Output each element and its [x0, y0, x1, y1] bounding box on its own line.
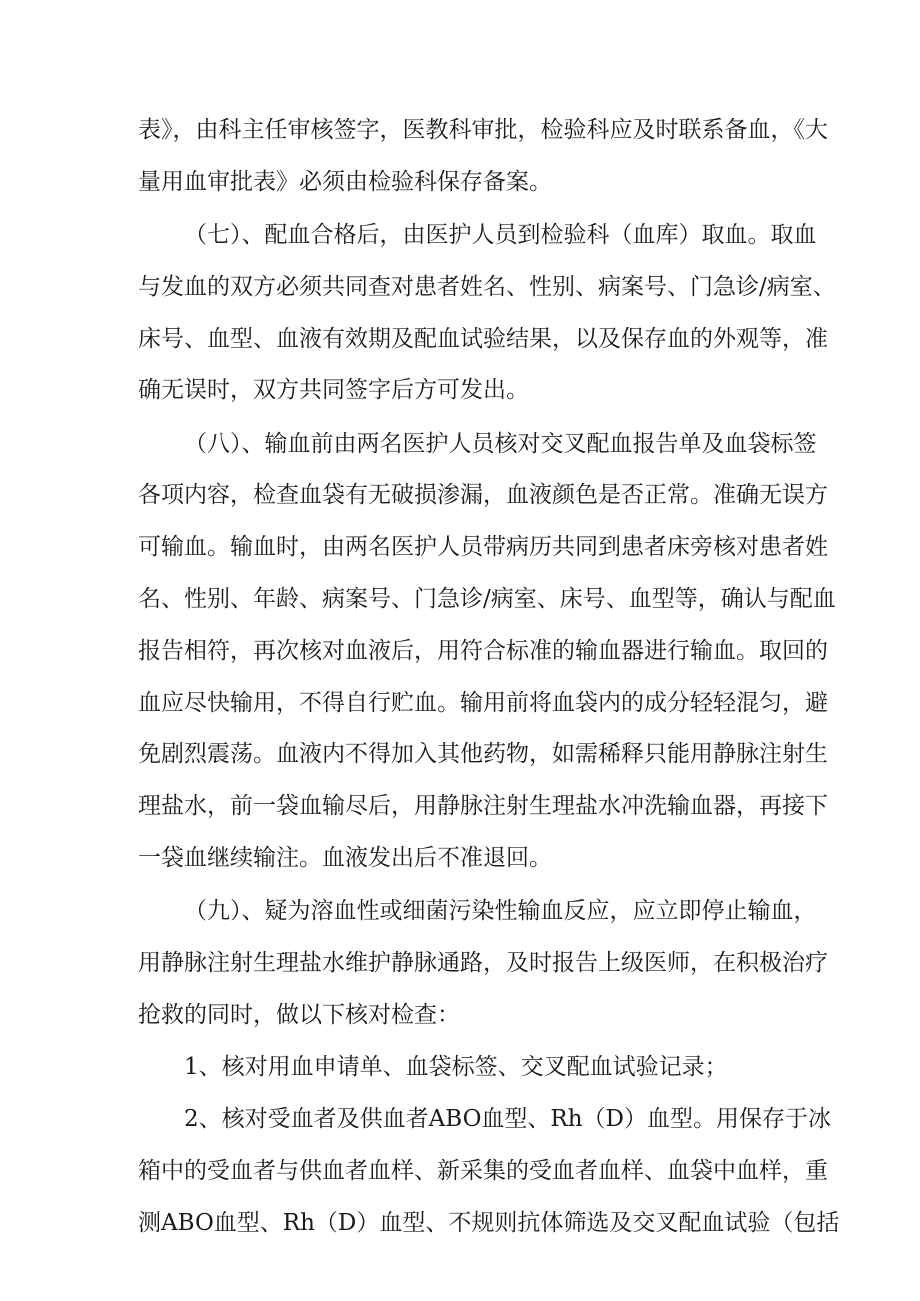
list-item: 1、核对用血申请单、血袋标签、交叉配血试验记录；: [184, 1054, 728, 1080]
paragraph-line: 血应尽快输用，不得自行贮血。输用前将血袋内的成分轻轻混匀，避: [138, 690, 828, 716]
paragraph-line: 理盐水，前一袋血输尽后，用静脉注射生理盐水冲洗输血器，再接下: [138, 793, 828, 819]
paragraph-line: 抢救的同时，做以下核对检查：: [138, 1002, 460, 1028]
list-item: 2、核对受血者及供血者ABO血型、Rh（D）血型。用保存于冰: [184, 1106, 831, 1132]
paragraph-line: 各项内容，检查血袋有无破损渗漏，血液颜色是否正常。准确无误方: [138, 482, 828, 508]
paragraph-line: 可输血。输血时，由两名医护人员带病历共同到患者床旁核对患者姓: [138, 534, 828, 560]
paragraph-line: 床号、血型、血液有效期及配血试验结果，以及保存血的外观等，准: [138, 326, 828, 352]
paragraph-line: 免剧烈震荡。血液内不得加入其他药物，如需稀释只能用静脉注射生: [138, 741, 828, 767]
paragraph-line: （七）、配血合格后，由医护人员到检验科（血库）取血。取血: [184, 222, 817, 248]
paragraph-line: 测ABO血型、Rh（D）血型、不规则抗体筛选及交叉配血试验（包括: [138, 1210, 840, 1236]
paragraph-line: 报告相符，再次核对血液后，用符合标准的输血器进行输血。取回的: [138, 638, 828, 664]
paragraph-line: 确无误时，双方共同签字后方可发出。: [138, 377, 529, 403]
paragraph-line: 用静脉注射生理盐水维护静脉通路，及时报告上级医师，在积极治疗: [138, 950, 828, 976]
paragraph-line: 一袋血继续输注。血液发出后不准退回。: [138, 845, 552, 871]
paragraph-line: （九）、疑为溶血性或细菌污染性输血反应，应立即停止输血，: [184, 898, 817, 924]
paragraph-line: 表》，由科主任审核签字，医教科审批，检验科应及时联系备血，《大: [138, 117, 828, 143]
paragraph-line: 箱中的受血者与供血者血样、新采集的受血者血样、血袋中血样，重: [138, 1158, 828, 1184]
paragraph-line: 量用血审批表》必须由检验科保存备案。: [138, 169, 552, 195]
paragraph-line: （八）、输血前由两名医护人员核对交叉配血报告单及血袋标签: [184, 431, 817, 457]
paragraph-line: 名、性别、年龄、病案号、门急诊/病室、床号、血型等，确认与配血: [138, 586, 836, 612]
paragraph-line: 与发血的双方必须共同查对患者姓名、性别、病案号、门急诊/病室、: [138, 274, 836, 300]
